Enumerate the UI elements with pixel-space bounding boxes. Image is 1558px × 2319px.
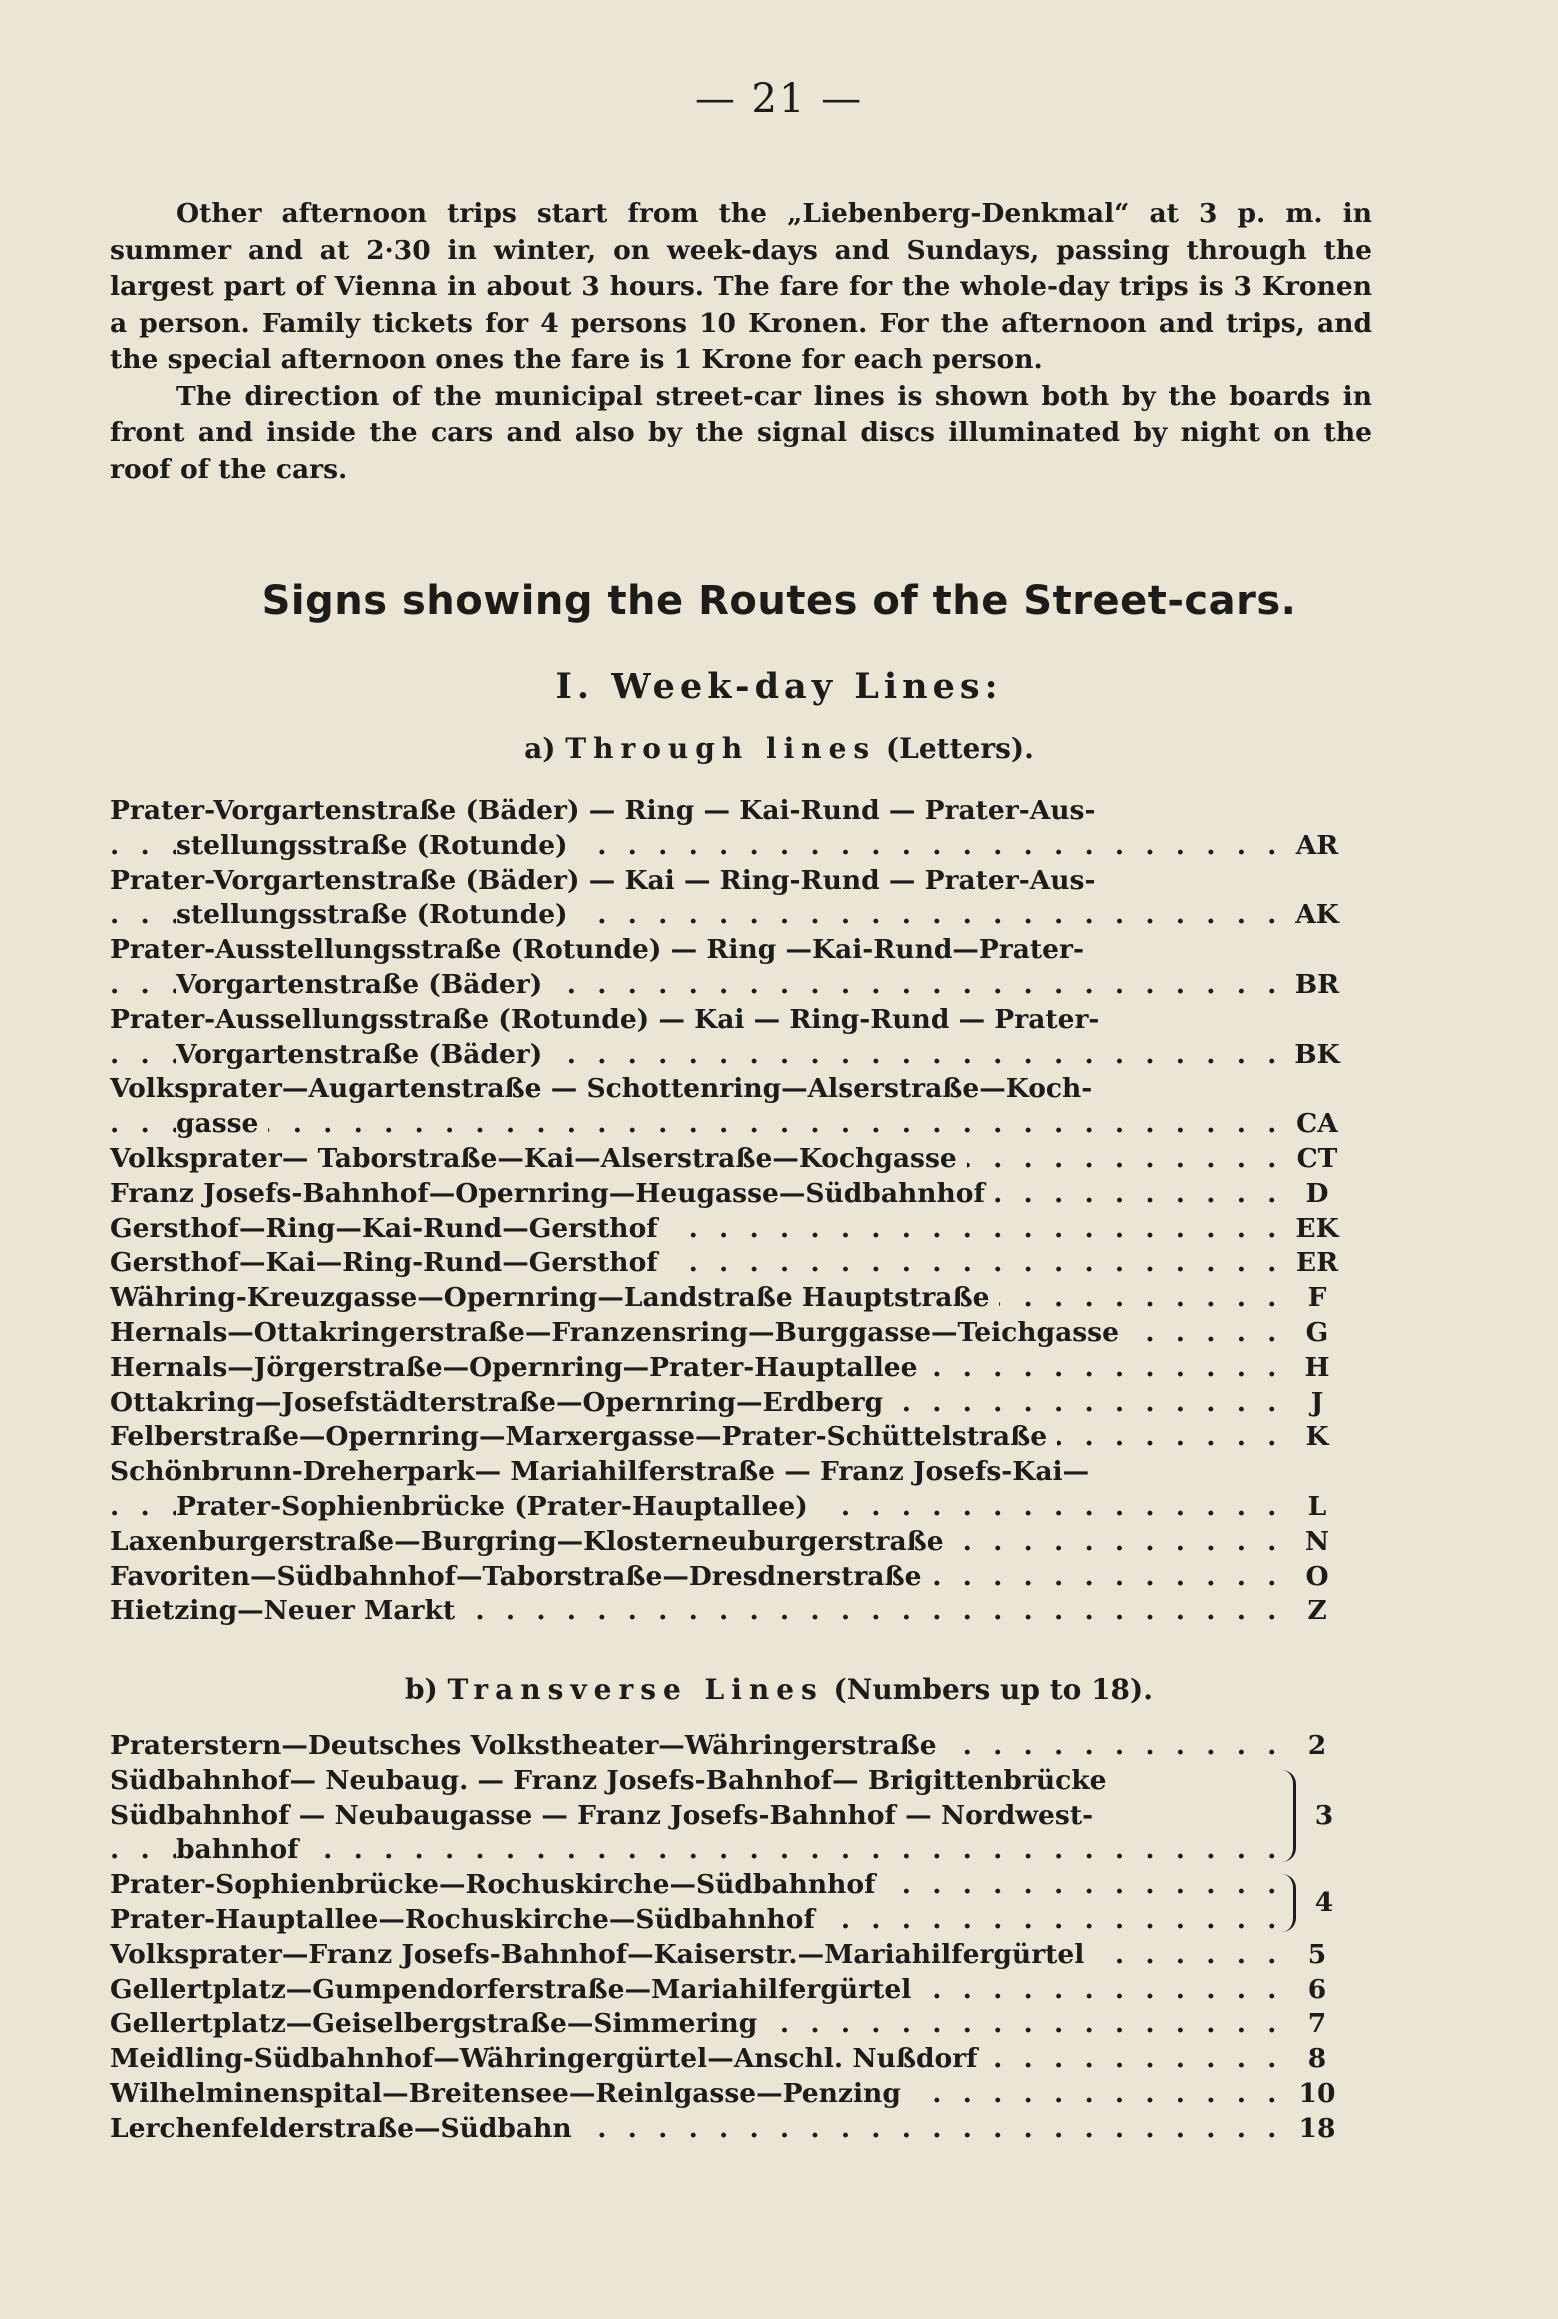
route-text: Praterstern—Deutsches Volkstheater—Währingerstraße: [110, 1730, 947, 1761]
route-code: 8: [1307, 2043, 1327, 2075]
route-row: [110, 1455, 1352, 1490]
route-text: Vorgartenstraße (Bäder): [176, 969, 552, 1000]
route-row: [110, 1003, 1352, 1038]
route-text: Prater-Vorgartenstraße (Bäder) — Ring — Kai-Rund — Prater-Aus-: [110, 795, 1105, 826]
transverse-heading-suffix: (Numbers up to 18).: [833, 1673, 1154, 1706]
route-code: CT: [1296, 1142, 1338, 1174]
route-code: 6: [1307, 1973, 1327, 2005]
route-text: Vorgartenstraße (Bäder): [176, 1039, 552, 1070]
route-text: Hietzing—Neuer Markt: [110, 1595, 465, 1626]
route-text: Wilhelminenspital—Breitensee—Reinlgasse—Penzing: [110, 2078, 911, 2109]
page-title: Signs showing the Routes of the Street-cars.: [261, 578, 1297, 624]
route-text: Franz Josefs-Bahnhof—Opernring—Heugasse—Südbahnhof: [110, 1178, 995, 1209]
route-row: [110, 794, 1352, 829]
route-row: [110, 2077, 1352, 2112]
transverse-heading-prefix: b): [404, 1673, 438, 1706]
route-row-continuation: [110, 1107, 1352, 1142]
route-code: D: [1305, 1177, 1329, 1209]
route-code: AK: [1295, 899, 1339, 931]
brace-icon: [1279, 1770, 1296, 1862]
route-code: 5: [1307, 1938, 1327, 1970]
route-code: J: [1310, 1386, 1324, 1418]
route-code: G: [1305, 1316, 1329, 1348]
route-text: Volksprater—Augartenstraße — Schottenring—Alserstraße—Koch-: [110, 1073, 1102, 1104]
transverse-lines-list: [110, 1729, 1352, 2147]
route-row: [110, 933, 1352, 968]
route-text: Gersthof—Kai—Ring-Rund—Gersthof: [110, 1247, 668, 1278]
route-row: [110, 1525, 1352, 1560]
route-row: [110, 1281, 1352, 1316]
route-text: Gersthof—Ring—Kai-Rund—Gersthof: [110, 1213, 668, 1244]
route-text: stellungsstraße (Rotunde): [176, 830, 578, 861]
route-code: Z: [1307, 1595, 1327, 1627]
brace-icon: [1279, 1874, 1296, 1932]
route-group-4: [110, 1868, 1352, 1938]
intro-text: [110, 196, 1372, 488]
route-code: 2: [1307, 1730, 1327, 1761]
through-heading-suffix: (Letters).: [885, 732, 1034, 765]
route-code: BR: [1294, 968, 1340, 1000]
route-code: L: [1307, 1490, 1327, 1522]
route-text: Prater-Aussellungsstraße (Rotunde) — Kai — Ring-Rund — Prater-: [110, 1004, 1109, 1035]
route-code: 7: [1307, 2008, 1327, 2040]
route-row-continuation: [110, 898, 1352, 933]
route-group-3: [110, 1764, 1352, 1868]
route-text: Hernals—Jörgerstraße—Opernring—Prater-Hauptallee: [110, 1352, 928, 1383]
route-row: [110, 1729, 1352, 1764]
route-code: ER: [1295, 1247, 1339, 1279]
through-lines-list: [110, 794, 1352, 1629]
route-text: Gellertplatz—Gumpendorferstraße—Mariahilfergürtel: [110, 1974, 921, 2005]
route-row: [110, 1420, 1352, 1455]
route-text: Lerchenfelderstraße—Südbahn: [110, 2113, 582, 2144]
through-heading-prefix: a): [524, 732, 556, 765]
route-row: [110, 1351, 1352, 1386]
route-text: Volksprater— Taborstraße—Kai—Alserstraße—Kochgasse: [110, 1143, 967, 1174]
route-code: N: [1304, 1525, 1330, 1557]
route-text: Prater-Ausstellungsstraße (Rotunde) — Ring —Kai-Rund—Prater-: [110, 934, 1094, 965]
route-text: Schönbrunn-Dreherpark— Mariahilferstraße — Franz Josefs-Kai—: [110, 1456, 1099, 1487]
route-code: K: [1305, 1421, 1329, 1453]
route-row: [110, 1177, 1352, 1212]
route-row: [110, 1142, 1352, 1177]
route-text: Prater-Hauptallee—Rochuskirche—Südbahnhof: [110, 1904, 825, 1935]
route-text: stellungsstraße (Rotunde): [176, 899, 578, 930]
route-text: Meidling-Südbahnhof—Währingergürtel—Anschl. Nußdorf: [110, 2043, 988, 2074]
intro-paragraph-2: The direction of the municipal street-car lines is shown both by the boards in front and inside the cars and also by the signal discs illuminated by night on the roof of the cars.: [110, 380, 1372, 485]
route-row: [110, 1212, 1352, 1247]
route-row-continuation: [110, 1490, 1352, 1525]
route-code: BK: [1294, 1038, 1340, 1070]
route-row: [110, 1386, 1352, 1421]
route-code: O: [1305, 1560, 1329, 1592]
route-row: [110, 1938, 1352, 1973]
route-row: [110, 1594, 1352, 1629]
route-text: Prater-Vorgartenstraße (Bäder) — Kai — Ring-Rund — Prater-Aus-: [110, 865, 1105, 896]
route-text: Gellertplatz—Geiselbergstraße—Simmering: [110, 2008, 767, 2039]
through-lines-heading: [0, 732, 1558, 765]
section-title: I. Week-day Lines:: [555, 666, 1003, 707]
route-text: Felberstraße—Opernring—Marxergasse—Prater-Schüttelstraße: [110, 1421, 1057, 1452]
through-heading-spaced: Through lines: [565, 732, 877, 765]
route-text: Südbahnhof — Neubaugasse — Franz Josefs-Bahnhof — Nordwest-: [110, 1800, 1103, 1831]
route-text: Währing-Kreuzgasse—Opernring—Landstraße Hauptstraße: [110, 1282, 999, 1313]
transverse-lines-heading: [0, 1673, 1558, 1706]
route-row: [110, 1072, 1352, 1107]
route-code: 10: [1298, 2077, 1336, 2109]
route-text: Ottakring—Josefstädterstraße—Opernring—Erdberg: [110, 1387, 893, 1418]
route-text: Südbahnhof— Neubaug. — Franz Josefs-Bahnhof— Brigittenbrücke: [110, 1765, 1117, 1796]
route-text: Prater-Sophienbrücke (Prater-Hauptallee): [176, 1491, 818, 1522]
route-row: [110, 2007, 1352, 2042]
intro-paragraph-1: Other afternoon trips start from the „Liebenberg-Denkmal“ at 3 p. m. in summer and at 2·30 in winter, on week-days and Sundays, passing through the largest part of Vienna in about 3 hours. The fare for the whole-day trips is 3 Kronen a person. Family tickets for 4 persons 10 Kronen. For the afternoon and trips, and the special afternoon ones the fare is 1 Krone for each person.: [110, 198, 1372, 375]
route-row: [110, 1316, 1352, 1351]
route-text: Prater-Sophienbrücke—Rochuskirche—Südbahnhof: [110, 1869, 886, 1900]
route-code: F: [1307, 1282, 1327, 1314]
route-text: Hernals—Ottakringerstraße—Franzensring—Burggasse—Teichgasse: [110, 1317, 1129, 1348]
route-row: [110, 2042, 1352, 2077]
route-text: Laxenburgerstraße—Burgring—Klosterneuburgerstraße: [110, 1526, 954, 1557]
route-code: 4: [1314, 1886, 1334, 1918]
route-text: gasse: [176, 1108, 268, 1139]
page-number: — 21 —: [694, 76, 864, 122]
route-code: AR: [1295, 829, 1339, 861]
route-row: [110, 1560, 1352, 1595]
route-text: bahnhof: [176, 1834, 309, 1865]
route-row-continuation: [110, 1038, 1352, 1073]
route-code: CA: [1296, 1108, 1338, 1140]
route-code: 18: [1298, 2112, 1336, 2144]
route-row-continuation: [110, 829, 1352, 864]
transverse-heading-spaced: Transverse Lines: [447, 1673, 824, 1706]
route-row: [110, 864, 1352, 899]
route-row: [110, 1973, 1352, 2008]
route-row: [110, 2112, 1352, 2147]
route-code: H: [1304, 1351, 1330, 1383]
route-code: EK: [1295, 1212, 1339, 1244]
route-row-continuation: [110, 968, 1352, 1003]
route-code: 3: [1314, 1799, 1334, 1831]
route-text: Favoriten—Südbahnhof—Taborstraße—Dresdnerstraße: [110, 1561, 931, 1592]
route-row: [110, 1246, 1352, 1281]
route-text: Volksprater—Franz Josefs-Bahnhof—Kaiserstr.—Mariahilfergürtel: [110, 1939, 1094, 1970]
